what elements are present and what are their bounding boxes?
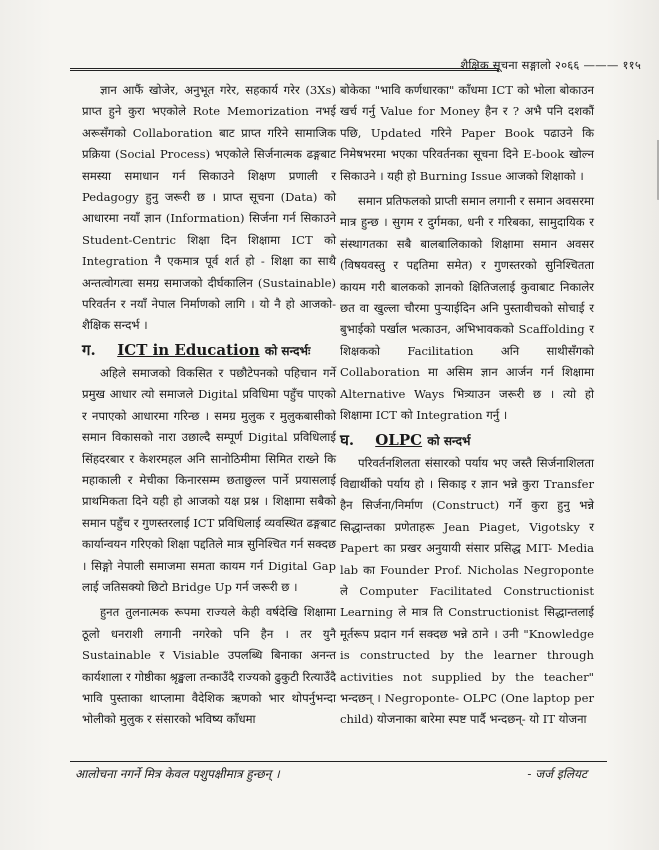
left-paragraph-3: हुनत तुलनात्मक रूपमा राज्यले केही वर्षदेखि शिक्षामा ठूलो धनराशी लगानी नगरेको पनि हैन । तर युनै Sustainable र Visiable उपलब्धि बिनाका अनन्त कार्यशाला र गोष्ठीका श्रृङ्खला तन्काउँदै राज्यको ढुकुटी रित्याउँदै भावि पुस्ताका थाप्लामा वैदेशिक ऋणको भार थोपर्नुभन्दा भोलीको मुलुक र संसारको भविष्य काँधमा: [82, 605, 336, 727]
right-paragraph-3: परिवर्तनशिलता संसारको पर्याय भए जस्तै सिर्जनाशिलता विद्यार्थीको पर्याय हो । सिकाइ र ज्ञान भन्ने कुरा Transfer हैन सिर्जना/निर्माण (Construct) गर्ने कुरा हुनु भन्ने सिद्धान्तका प्रणेताहरू Jean Piaget, Vigotsky र Papert का प्रखर अनुयायी संसार प्रसिद्ध MIT- Media lab का Founder Prof. Nicholas Negroponte ले Computer Facilitated Constructionist Learning ले मात्र ति Constructionist सिद्धान्तलाई मूर्तरूप प्रदान गर्न सक्दछ भन्ने ठाने । उनी "Knowledge is constructed by the learner through activities not supplied by the teacher" भन्दछन् । Negroponte- OLPC (One laptop per child) योजनाका बारेमा स्पष्ट पार्दै भन्दछन्- यो IT योजना: [340, 455, 594, 727]
right-column: [340, 80, 594, 731]
footer-author: - जर्ज इलियट: [527, 767, 587, 781]
section-heading-olpc: [340, 429, 594, 452]
left-column: [82, 80, 336, 731]
section-title-en: ICT in Education: [117, 340, 260, 359]
section-letter: ग.: [82, 340, 96, 359]
section-heading-ict: [82, 339, 336, 362]
header-rule: [70, 68, 499, 71]
section-title-ne: को सन्दर्भ: [427, 433, 471, 448]
left-paragraph-1: ज्ञान आफैं खोजेर, अनुभूत गरेर, सहकार्य गरेर (3Xs) प्राप्त हुने कुरा भएकोले Rote Memorization नभई अरूसँगको Collaboration बाट प्राप्त गरिने सामाजिक प्रक्रिया (Social Process) भएकोले सिर्जनात्मक ढङ्गबाट समस्या समाधान गर्न सिकाउने शिक्षण प्रणाली र Pedagogy हुनु जरूरी छ । प्राप्त सूचना (Data) को आधारमा नयाँ ज्ञान (Information) सिर्जना गर्न सिकाउने Student-Centric शिक्षा दिन शिक्षामा ICT को Integration नै एकमात्र पूर्व शर्त हो - शिक्षा का साथै अन्तत्वोगत्वा समग्र समाजको दीर्घकालिन (Sustainable) परिवर्तन र नयाँ नेपाल निर्माणको लागि । यो नै हो आजको-शैक्षिक सन्दर्भ ।: [82, 83, 336, 333]
paper-edge-mark: [641, 140, 659, 200]
right-paragraph-2: समान प्रतिफलको प्राप्ती समान लगानी र समान अवसरमा मात्र हुन्छ । सुगम र दुर्गमका, धनी र गरिबका, सामुदायिक र संस्थागतका सबै बालबालिकाको शिक्षामा समान अवसर (विषयवस्तु र पद्दतिमा समेत) र गुणस्तरको सुनिश्चितता कायम गरी बालकको ज्ञानको क्षितिजलाई कुवाबाट निकालेर छत वा खुल्ला चौरमा पुऱ्याईदिन अनि पुस्तावीचको सोचाई र बुभाईको पर्खाल भत्काउन, अभिभावककाे Scaffolding र शिक्षककाे Facilitation अनि साथीसँगको Collaboration मा असिम ज्ञान आर्जन गर्न शिक्षामा Alternative Ways भित्र्याउन जरूरी छ । त्यो हो शिक्षामा ICT को Integration गर्नु ।: [340, 194, 594, 423]
section-title-ne: को सन्दर्भः: [264, 343, 311, 358]
right-paragraph-1: बोकेका "भावि कर्णधारका" काँधमा ICT को भोला बोकाउन खर्च गर्नु Value for Money हैन र ? अभै पनि दशकौं पछि, Updated गरिने Paper Book पढाउने कि निमेषभरमा भएका परिवर्तनका सूचना दिने E-book खोल्न सिकाउने । यही हो Burning Issue आजको शिक्षाको ।: [340, 83, 594, 183]
section-title-en: OLPC: [375, 430, 423, 449]
running-header: शैक्षिक सूचना सङ्गालो २०६६ ——— ११५: [460, 58, 641, 72]
page-number: ११५: [622, 58, 641, 72]
header-title: शैक्षिक सूचना सङ्गालो २०६६: [460, 58, 580, 72]
footer-rule: [70, 761, 607, 762]
footer-quote: आलोचना नगर्ने मित्र केवल पशुपक्षीमात्र हुन्छन् ।: [75, 767, 280, 781]
section-letter: घ.: [340, 430, 355, 449]
left-paragraph-2: अहिले समाजको विकसित र पछौटेपनको पहिचान गर्ने प्रमुख आधार त्यो समाजले Digital प्रविधिमा पहुँच पाएको र नपाएको आधारमा गरिन्छ । समग्र मुलुक र मुलुकबासीको समान विकासको नारा उछाल्दै सम्पूर्ण Digital प्रविधिलाई सिंहदरबार र केशरमहल अनि सानोठिमीमा सिमित राख्ने कि महाकाली र मेचीका किनारसम्म छताछुल्ल पार्ने प्रयासलाई प्राथमिकता दिने यही हो आजको यक्ष प्रश्न । शिक्षामा सबैको समान पहुँच र गुणस्तरलाई ICT प्रविधिलाई व्यवस्थित ढङ्गबाट कार्यान्वयन गरिएको शिक्षा पद्दतिले मात्र सुनिश्चित गर्न सक्दछ । सिङ्गो नेपाली समाजमा समता कायम गर्न Digital Gap लाई जतिसक्यो छिटो Bridge Up गर्न जरूरी छ ।: [82, 365, 336, 594]
